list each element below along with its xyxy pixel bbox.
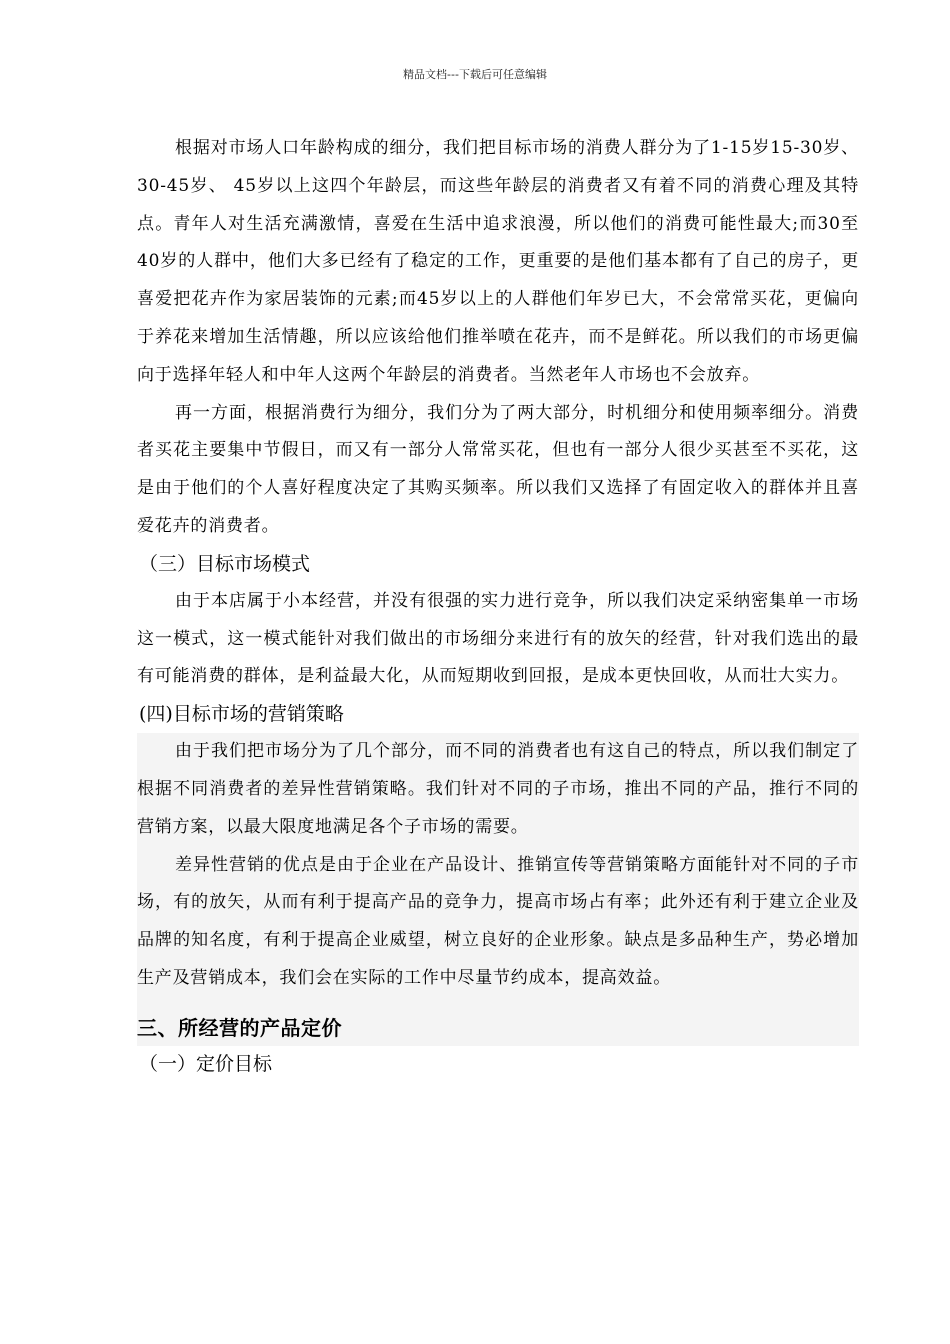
paragraph-market-mode: 由于本店属于小本经营，并没有很强的实力进行竞争，所以我们决定采纳密集单一市场这一模式，这一模式能针对我们做出的市场细分来进行有的放矢的经营，针对我们选出的最有可能消费的群体，是利益最大化，从而短期收到回报，是成本更快回收，从而壮大实力。: [137, 590, 859, 687]
heading-pricing-objective: （一）定价目标: [139, 1052, 273, 1075]
page-header: 精品文档---下载后可任意编辑: [403, 68, 547, 81]
document-body: [137, 130, 859, 1083]
shaded-block: [137, 733, 859, 1046]
paragraph-differentiated-strategy: 由于我们把市场分为了几个部分，而不同的消费者也有这自己的特点，所以我们制定了根据不同消费者的差异性营销策略。我们针对不同的子市场，推出不同的产品，推行不同的营销方案，以最大限度地满足各个子市场的需要。: [137, 741, 859, 837]
paragraph-behavior-segmentation: 再一方面，根据消费行为细分，我们分为了两大部分，时机细分和使用频率细分。消费者买花主要集中节假日，而又有一部分人常常买花，但也有一部分人很少买甚至不买花，这是由于他们的个人喜好程度决定了其购买频率。所以我们又选择了有固定收入的群体并且喜爱花卉的消费者。: [137, 402, 859, 536]
paragraph-strategy-pros-cons: 差异性营销的优点是由于企业在产品设计、推销宣传等营销策略方面能针对不同的子市场，有的放矢，从而有利于提高产品的竞争力，提高市场占有率；此外还有利于建立企业及品牌的知名度，有利于提高企业威望，树立良好的企业形象。缺点是多品种生产，势必增加生产及营销成本，我们会在实际的工作中尽量节约成本，提高效益。: [137, 854, 859, 988]
heading-target-market-mode: （三）目标市场模式: [139, 552, 311, 575]
heading-marketing-strategy: (四)目标市场的营销策略: [139, 703, 344, 726]
heading-product-pricing: 三、所经营的产品定价: [137, 1015, 342, 1040]
paragraph-age-segmentation: 根据对市场人口年龄构成的细分，我们把目标市场的消费人群分为了1-15岁15-30岁、30-45岁、 45岁以上这四个年龄层，而这些年龄层的消费者又有着不同的消费心理及其特点。青年人对生活充满激情，喜爱在生活中追求浪漫，所以他们的消费可能性最大;而30至40岁的人群中，他们大多已经有了稳定的工作，更重要的是他们基本都有了自己的房子，更喜爱把花卉作为家居装饰的元素;而45岁以上的人群他们年岁已大，不会常常买花，更偏向于养花来增加生活情趣，所以应该给他们推举喷在花卉，而不是鲜花。所以我们的市场更偏向于选择年轻人和中年人这两个年龄层的消费者。当然老年人市场也不会放弃。: [137, 138, 859, 385]
